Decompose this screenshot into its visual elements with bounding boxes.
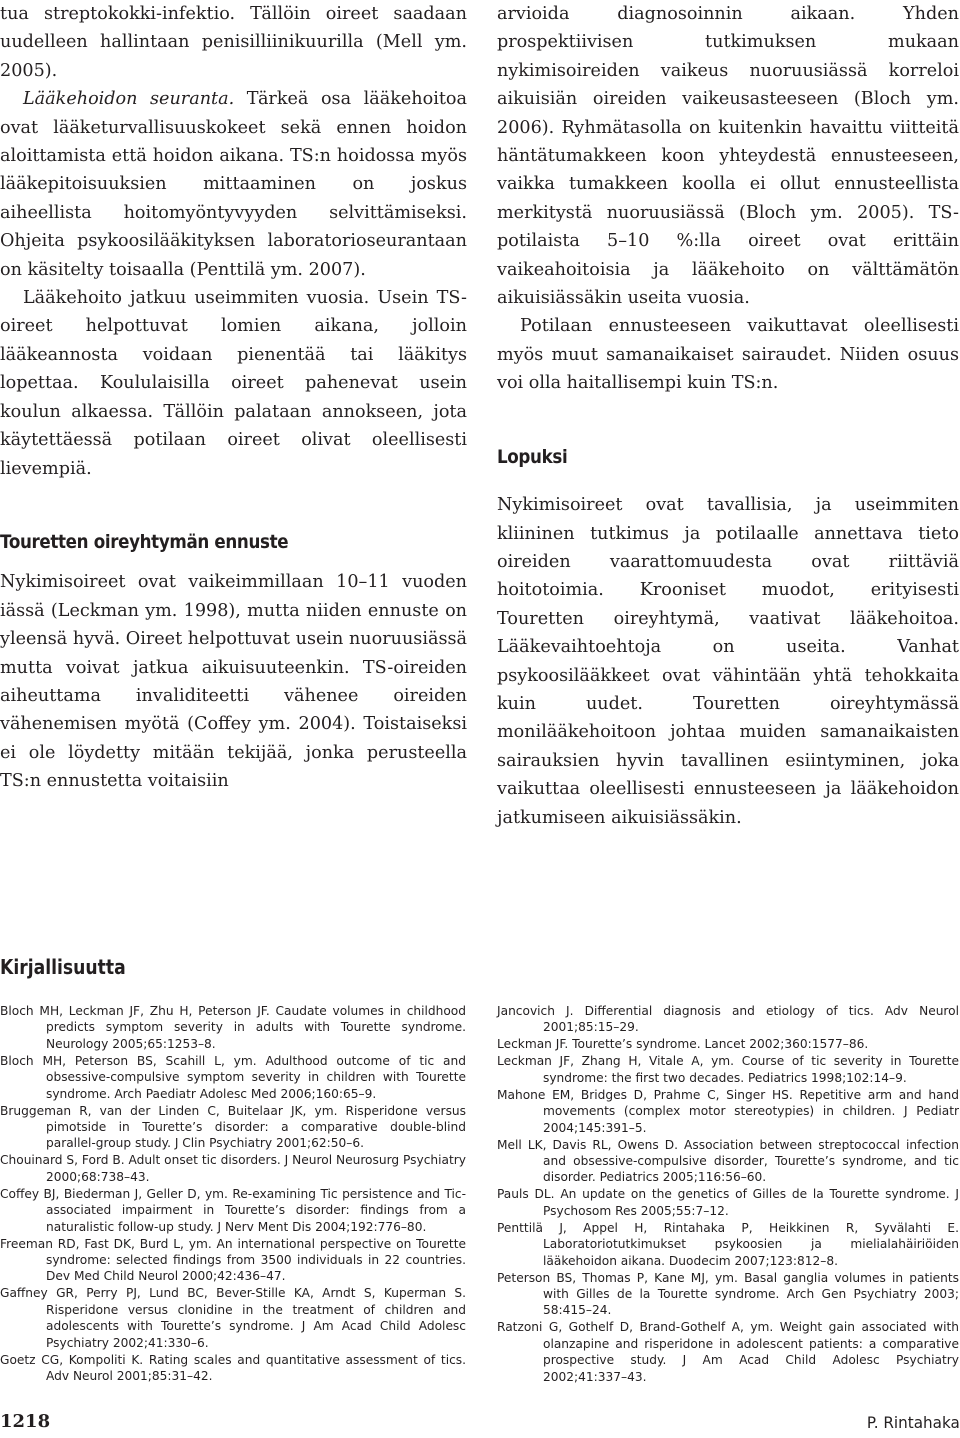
- section-heading: Touretten oireyhtymän ennuste: [0, 530, 289, 553]
- reference-item: Goetz CG, Kompoliti K. Rating scales and quantitative assessment of tics. Adv Neurol 2001;85:31–42.: [0, 1352, 466, 1384]
- reference-item: Bruggeman R, van der Linden C, Buitelaar JK, ym. Risperidone versus pimotside in Tourette’s disorder: a comparative double-blind parallel-group study. J Clin Psychiatry 2001;62:50–6.: [0, 1103, 466, 1151]
- paragraph: Potilaan ennusteeseen vaikuttavat oleellisesti myös muut samanaikaiset sairaudet. Niiden osuus voi olla haitallisempi kuin TS:n.: [497, 316, 959, 394]
- reference-list-left: [0, 1003, 466, 1385]
- section-heading: Lopuksi: [497, 445, 568, 468]
- paragraph: Nykimisoireet ovat tavallisia, ja useimmiten kliininen tutkimus ja potilaalle annettava tieto oireiden vaarattomuudesta ovat riittäviä hoitotoimia. Krooniset muodot, erityisesti Touretten oireyhtymä, vaativat lääkehoitoa. Lääkevaihtoehtoja on useita. Vanhat psykoosilääkkeet ovat vähintään yhtä tehokkaita kuin uudet. Touretten oireyhtymässä monilääkehoitoon johtaa muiden samanaikaisten sairauksien hyvin tavallinen esiintyminen, joka vaikuttaa oleellisesti ennusteeseen ja lääkehoidon jatkumiseen aikuisiässäkin.: [497, 495, 959, 828]
- reference-list-right: [497, 1003, 959, 1386]
- page-number: 1218: [0, 1411, 51, 1432]
- reference-item: Pauls DL. An update on the genetics of Gilles de la Tourette syndrome. J Psychosom Res 2005;55:7–12.: [497, 1187, 959, 1218]
- reference-item: Leckman JF, Zhang H, Vitale A, ym. Course of tic severity in Tourette syndrome: the first two decades. Pediatrics 1998;102:14–9.: [497, 1054, 959, 1085]
- reference-item: Ratzoni G, Gothelf D, Brand-Gothelf A, ym. Weight gain associated with olanzapine and risperidone in adolescent patients: a comparative prospective study. J Am Acad Child Adolesc Psychiatry 2002;41:337–43.: [497, 1320, 959, 1384]
- author-name: P. Rintahaka: [867, 1413, 960, 1432]
- paragraph: Nykimisoireet ovat vaikeimmillaan 10–11 vuoden iässä (Leckman ym. 1998), mutta niiden ennuste on yleensä hyvä. Oireet helpottuvat usein nuoruusiässä mutta voivat jatkua aikuisuuteenkin. TS-oireiden aiheuttama invaliditeetti vähenee oireiden vähenemisen myötä (Coffey ym. 2004). Toistaiseksi ei ole löydetty mitään tekijää, jonka perusteella TS:n ennustetta voitaisiin: [0, 572, 467, 792]
- left-text-column: [0, 0, 467, 796]
- paragraph: Lääkehoito jatkuu useimmiten vuosia. Usein TS-oireet helpottuvat lomien aikana, jolloin lääkeannosta voidaan pienentää tai lääkitys lopettaa. Koululaisilla oireet pahenevat usein koulun alkaessa. Tällöin palataan annokseen, jota käytettäessä potilaan oireet olivat oleellisesti lievempiä.: [0, 288, 467, 479]
- reference-item: Chouinard S, Ford B. Adult onset tic disorders. J Neurol Neurosurg Psychiatry 2000;68:738–43.: [0, 1153, 466, 1184]
- paragraph-lead-in: Lääkehoidon seuranta.: [23, 89, 235, 110]
- paragraph: tua streptokokki-infektio. Tällöin oireet saadaan uudelleen hallintaan penisilliinikuurilla (Mell ym. 2005).: [0, 4, 467, 81]
- reference-item: Bloch MH, Leckman JF, Zhu H, Peterson JF. Caudate volumes in childhood predicts symptom severity in adults with Tourette syndrome. Neurology 2005;65:1253–8.: [0, 1004, 466, 1051]
- paragraph: arvioida diagnosoinnin aikaan. Yhden prospektiivisen tutkimuksen mukaan nykimisoireiden vaikeus nuoruusiässä korreloi aikuisiän oireiden vaikeusasteeseen (Bloch ym. 2006). Ryhmätasolla on kuitenkin havaittu viitteitä häntätumakkeen koon yhteydestä ennusteeseen, vaikka tumakkeen koolla ei ollut ennusteellista merkitystä nuoruusiässä (Bloch ym. 2005). TS-potilaista 5–10 %:lla oireet ovat erittäin vaikeahoitoisia ja lääkehoito on välttämätön aikuisiässäkin useita vuosia.: [497, 4, 959, 309]
- reference-item: Mell LK, Davis RL, Owens D. Association between streptococcal infection and obsessive-compulsive disorder, Tourette’s syndrome, and tic disorder. Pediatrics 2005;116:56–60.: [497, 1137, 959, 1185]
- reference-item: Leckman JF. Tourette’s syndrome. Lancet 2002;360:1577–86.: [497, 1037, 869, 1052]
- reference-item: Bloch MH, Peterson BS, Scahill L, ym. Adulthood outcome of tic and obsessive-compulsive symptom severity in children with Tourette syndrome. Arch Paediatr Adolesc Med 2006;160:65–9.: [0, 1053, 466, 1101]
- reference-item: Mahone EM, Bridges D, Prahme C, Singer HS. Repetitive arm and hand movements (complex motor stereotypies) in children. J Pediatr 2004;145:391–5.: [497, 1087, 959, 1135]
- reference-item: Freeman RD, Fast DK, Burd L, ym. An international perspective on Tourette syndrome: selected findings from 3500 individuals in 22 countries. Dev Med Child Neurol 2000;42:436–47.: [0, 1236, 466, 1284]
- reference-item: Coffey BJ, Biederman J, Geller D, ym. Re-examining Tic persistence and Tic-associated impairment in Tourette’s disorder: findings from a naturalistic follow-up study. J Nerv Ment Dis 2004;192:776–80.: [0, 1186, 466, 1234]
- paragraph-text: Tärkeä osa lääkehoitoa ovat lääketurvallisuuskokeet sekä ennen hoidon aloittamista että hoidon aikana. TS:n hoidossa myös lääkepitoisuuksien mittaaminen on joskus aiheellista hoitomyöntyvyyden selvittämiseksi. Ohjeita psykoosilääkityksen laboratorioseurantaan on käsitelty toisaalla (Penttilä ym. 2007).: [0, 89, 467, 280]
- reference-item: Penttilä J, Appel H, Rintahaka P, Heikkinen R, Syvälahti E. Laboratoriotutkimukset psykoosien ja mielialahäiriöiden lääkehoidon aikana. Duodecim 2007;123:812–8.: [497, 1220, 959, 1268]
- reference-item: Peterson BS, Thomas P, Kane MJ, ym. Basal ganglia volumes in patients with Gilles de la Tourette syndrome. Arch Gen Psychiatry 2003; 58:415–24.: [497, 1270, 959, 1318]
- references-heading: Kirjallisuutta: [0, 955, 126, 979]
- reference-item: Gaffney GR, Perry PJ, Lund BC, Bever-Stille KA, Arndt S, Kuperman S. Risperidone versus clonidine in the treatment of children and adolescents with Tourette’s syndrome. J Am Acad Child Adolesc Psychiatry 2002;41:330–6.: [0, 1286, 466, 1350]
- right-text-column: [497, 0, 959, 832]
- paragraph: [0, 85, 467, 284]
- reference-item: Jancovich J. Differential diagnosis and etiology of tics. Adv Neurol 2001;85:15–29.: [497, 1004, 959, 1035]
